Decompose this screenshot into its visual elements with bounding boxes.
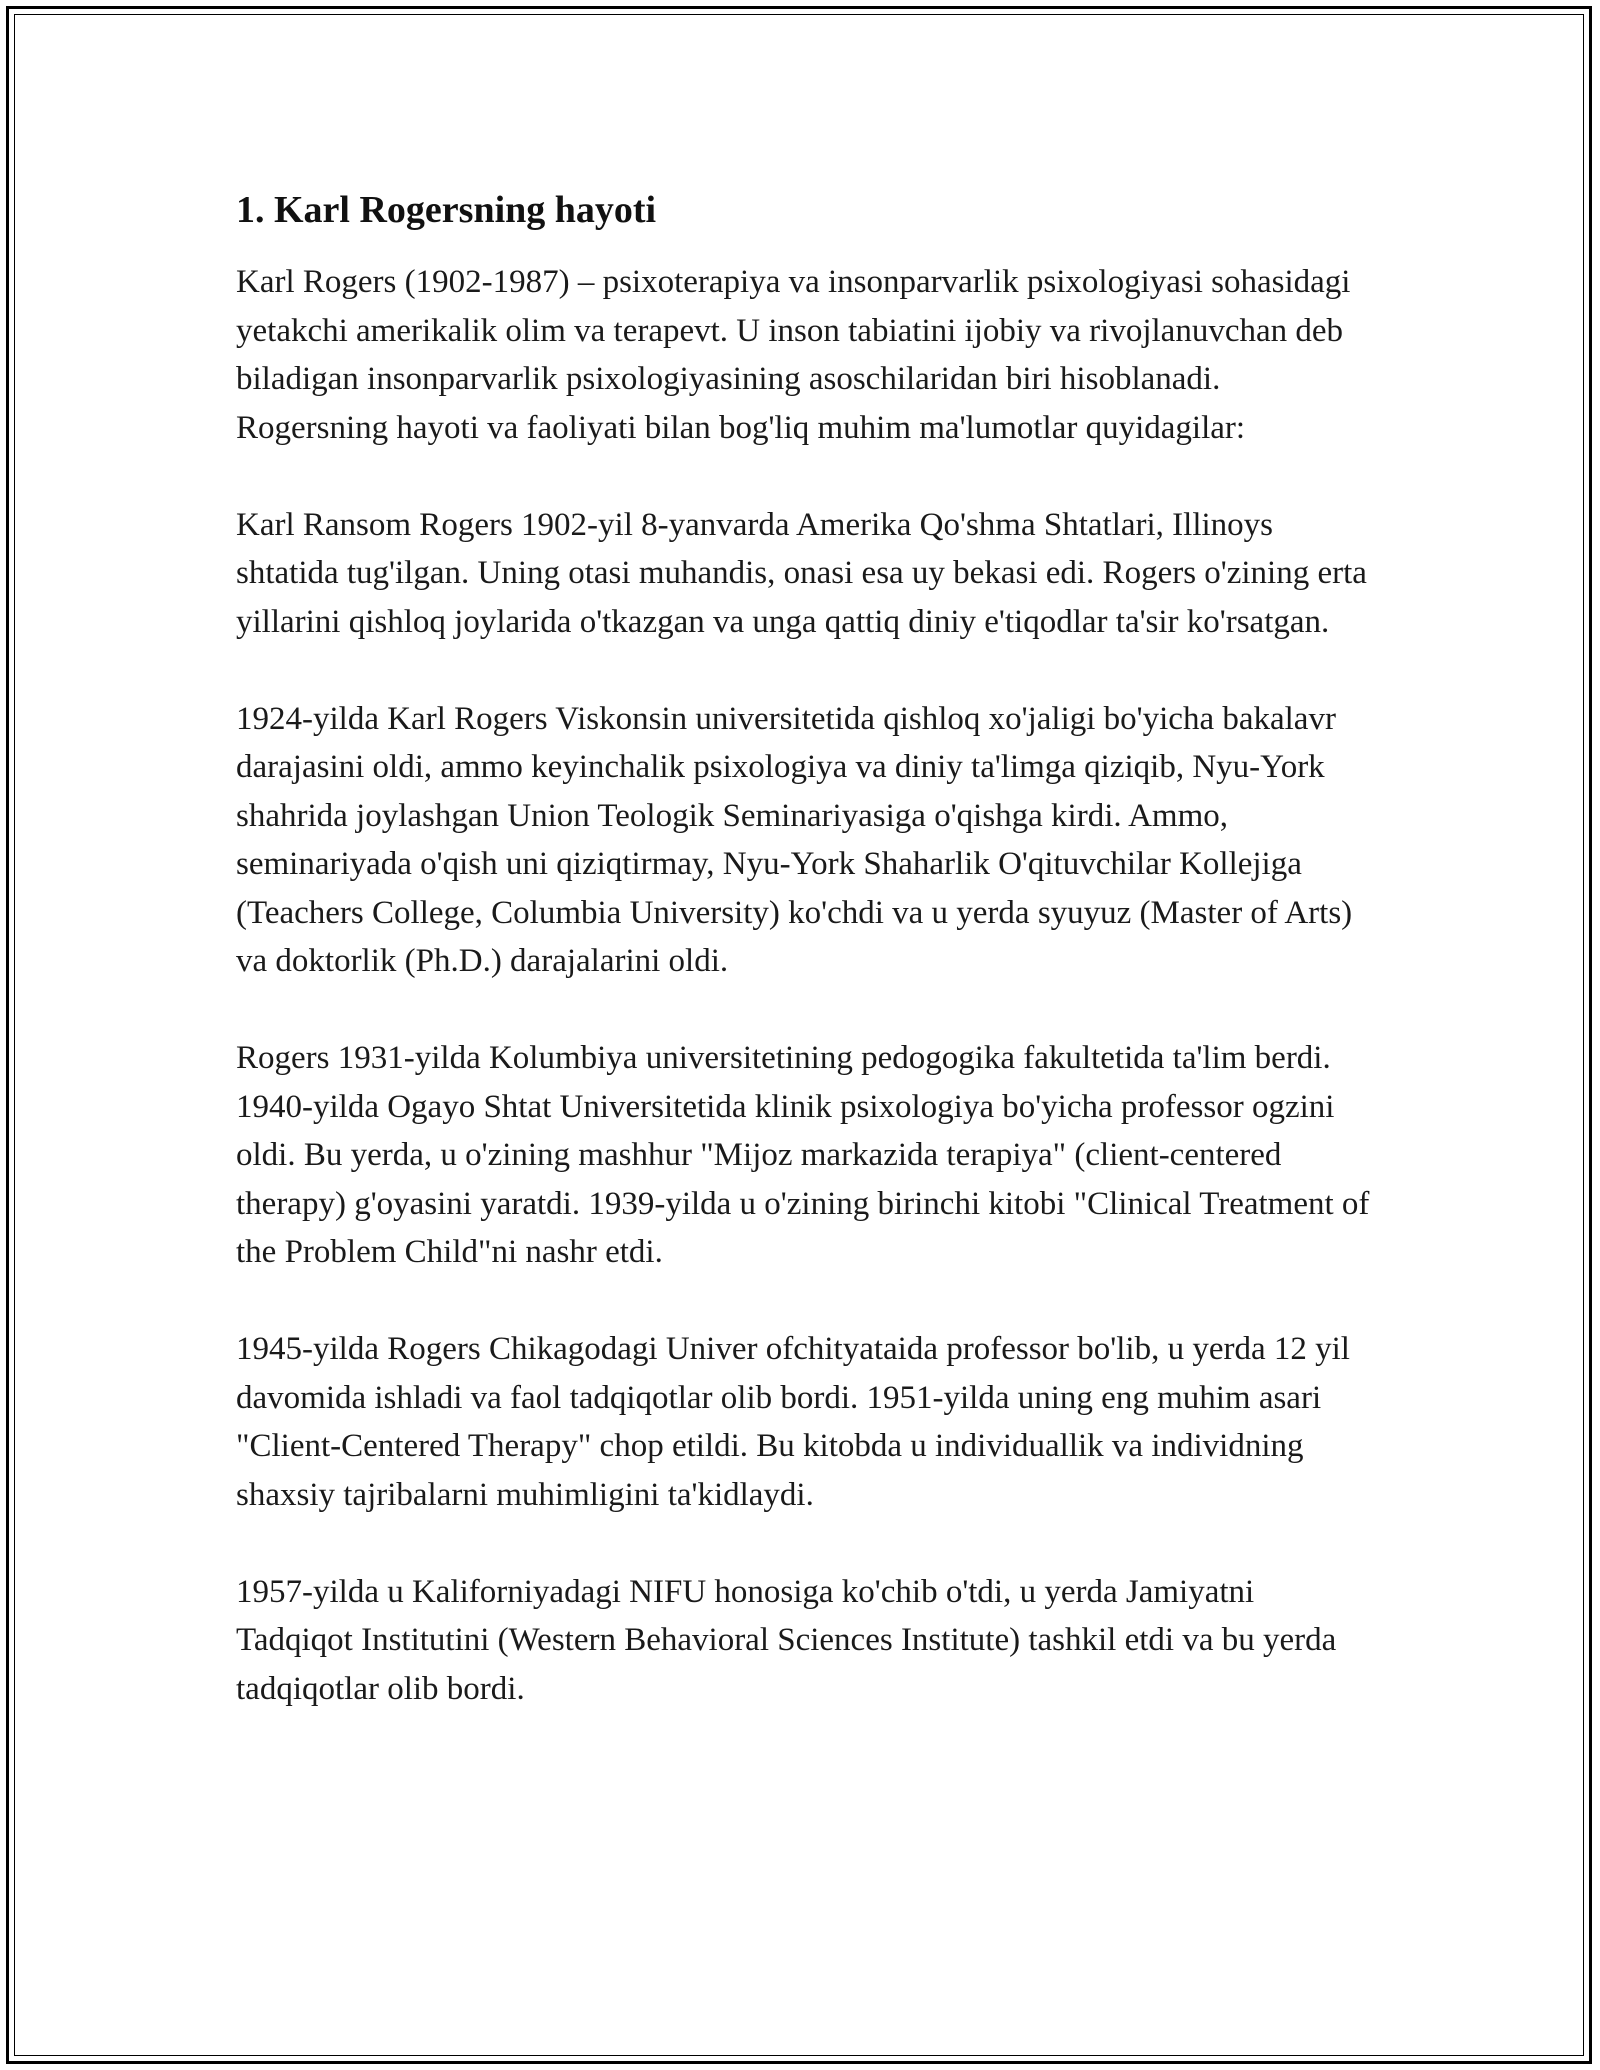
paragraph-early-life: Karl Ransom Rogers 1902-yil 8-yanvarda Amerika Qo'shma Shtatlari, Illinoys shtatida tug'ilgan. Uning otasi muhandis, onasi esa uy bekasi edi. Rogers o'zining erta yillarini qishloq joylarida o'tkazgan va unga qattiq diniy e'tiqodlar ta'sir ko'rsatgan. xyxy=(236,506,1367,640)
document-body xyxy=(236,186,1371,1713)
paragraph-chicago-1945: 1945-yilda Rogers Chikagodagi Univer ofchityataida professor bo'lib, u yerda 12 yil davomida ishladi va faol tadqiqotlar olib bordi. 1951-yilda uning eng muhim asari "Client-Centered Therapy" chop etildi. Bu kitobda u individuallik va individning shaxsiy tajribalarni muhimligini ta'kidlaydi. xyxy=(236,1331,1350,1513)
paragraph-career-1931: Rogers 1931-yilda Kolumbiya universitetining pedogogika fakultetida ta'lim berdi. 1940-yilda Ogayo Shtat Universitetida klinik psixologiya bo'yicha professor ogzini oldi. Bu yerda, u o'zining mashhur "Mijoz markazida terapiya" (client-centered therapy) g'oyasini yaratdi. 1939-yilda u o'zining birinchi kitobi "Clinical Treatment of the Problem Child"ni nashr etdi. xyxy=(236,1040,1370,1270)
paragraph-california-1957: 1957-yilda u Kaliforniyadagi NIFU honosiga ko'chib o'tdi, u yerda Jamiyatni Tadqiqot Institutini (Western Behavioral Sciences Institute) tashkil etdi va bu yerda tadqiqotlar olib bordi. xyxy=(236,1573,1337,1707)
paragraph-education: 1924-yilda Karl Rogers Viskonsin universitetida qishloq xo'jaligi bo'yicha bakalavr darajasini oldi, ammo keyinchalik psixologiya va diniy ta'limga qiziqib, Nyu-York shahrida joylashgan Union Teologik Seminariyasiga o'qishga kirdi. Ammo, seminariyada o'qish uni qiziqtirmay, Nyu-York Shaharlik O'qituvchilar Kollejiga (Teachers College, Columbia University) ko'chdi va u yerda syuyuz (Master of Arts) va doktorlik (Ph.D.) darajalarini oldi. xyxy=(236,700,1353,979)
section-heading: 1. Karl Rogersning hayoti xyxy=(236,189,657,231)
paragraph-intro: Karl Rogers (1902-1987) – psixoterapiya va insonparvarlik psixologiyasi sohasidagi yetakchi amerikalik olim va terapevt. U inson tabiatini ijobiy va rivojlanuvchan deb biladigan insonparvarlik psixologiyasining asoschilaridan biri hisoblanadi. Rogersning hayoti va faoliyati bilan bog'liq muhim ma'lumotlar quyidagilar: xyxy=(236,264,1351,446)
